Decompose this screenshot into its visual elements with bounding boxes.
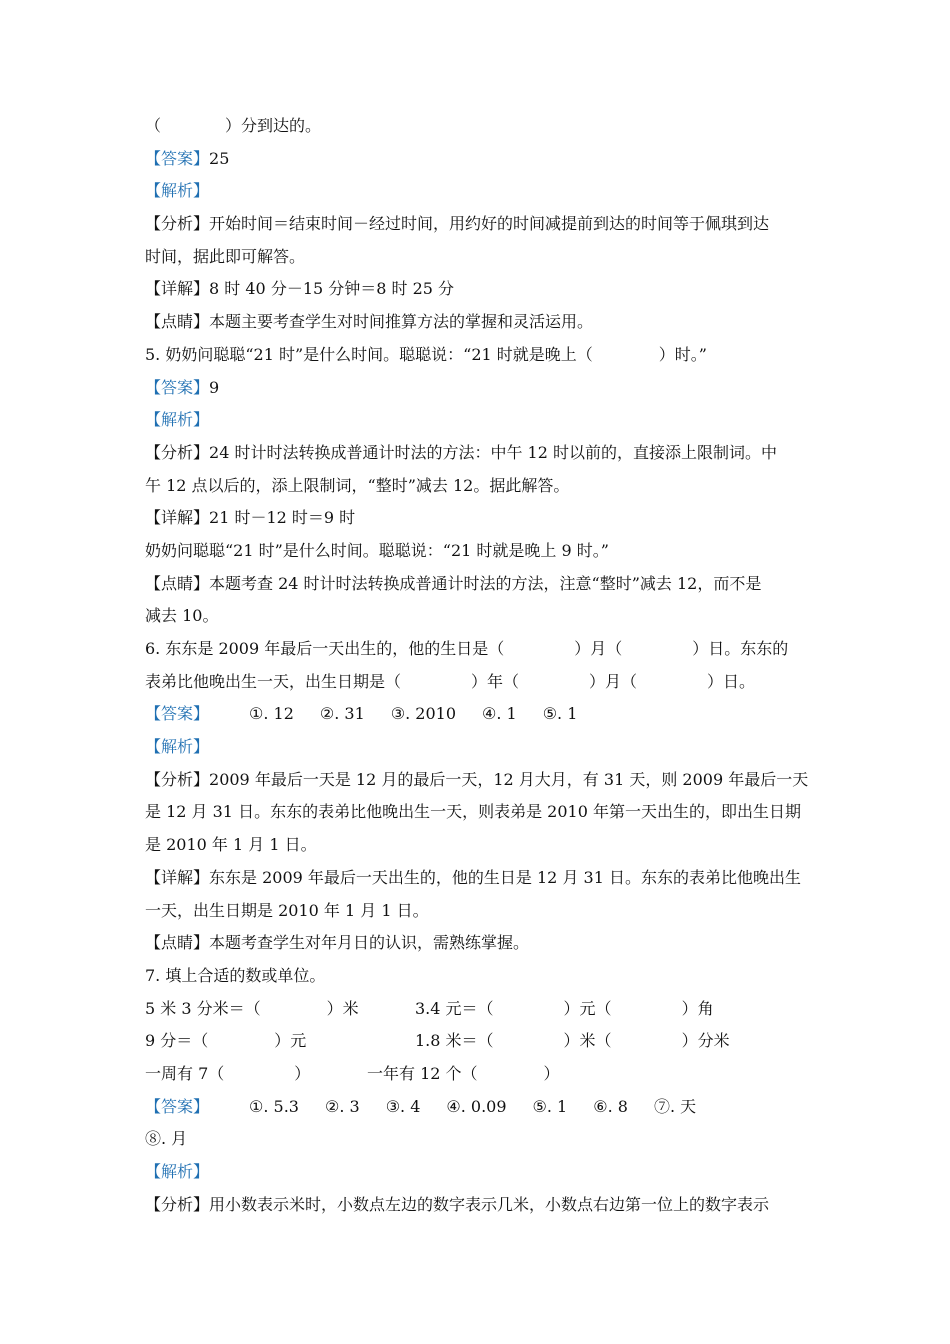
q7-row3-c: 一年有 12 个（ (367, 1063, 478, 1083)
document-page (145, 110, 815, 1221)
xiangjie-text-cont: 奶奶问聪聪“21 时”是什么时间。聪聪说：“21 时就是晚上 9 时。” (145, 540, 609, 560)
fenxi-line-cont (145, 829, 815, 862)
answer-text: 25 (209, 148, 230, 168)
question-7-row-1 (145, 993, 815, 1026)
q7-row3-d: ） (543, 1063, 560, 1083)
q7-row2-d: ）米（ (563, 1031, 612, 1051)
question-5-text: 5. 奶奶问聪聪“21 时”是什么时间。聪聪说：“21 时就是晚上（ (145, 344, 593, 364)
answer-line (145, 1091, 815, 1124)
fenxi-tag: 【分析】 (145, 214, 210, 234)
xiangjie-text: 21 时－12 时＝9 时 (209, 508, 356, 528)
answer-tag: 【答案】 (145, 1096, 210, 1116)
q7-row1-e: ）角 (681, 998, 714, 1018)
dianjing-line (145, 927, 815, 960)
answer-item: ⑧. 月 (145, 1129, 188, 1149)
answer-item: ②. 3 (324, 1096, 360, 1116)
analysis-heading (145, 731, 815, 764)
answer-item: ③. 4 (385, 1096, 421, 1116)
fenxi-tag: 【分析】 (145, 1194, 210, 1214)
fenxi-line (145, 437, 815, 470)
answer-line (145, 372, 815, 405)
q7-row2-c: 1.8 米＝（ (415, 1031, 494, 1051)
fenxi-tag: 【分析】 (145, 442, 210, 462)
fenxi-text: 用小数表示米时，小数点左边的数字表示几米，小数点右边第一位上的数字表示 (209, 1194, 770, 1214)
question-6-text-c: ）日。东东的 (692, 639, 789, 658)
fenxi-line (145, 208, 815, 241)
q7-row1-b: ）米 (326, 998, 359, 1018)
line-1-text: ）分到达的。 (225, 116, 322, 135)
analysis-tag: 【解析】 (145, 737, 210, 757)
fenxi-line (145, 764, 815, 797)
xiangjie-text: 8 时 40 分－15 分钟＝8 时 25 分 (209, 279, 455, 299)
fenxi-tag: 【分析】 (145, 769, 210, 789)
q7-row3-a: 一周有 7（ (145, 1063, 225, 1083)
question-6-text: 6. 东东是 2009 年最后一天出生的，他的生日是（ (145, 639, 505, 658)
answer-item: ②. 31 (319, 704, 365, 724)
question-7-text: 7. 填上合适的数或单位。 (145, 965, 326, 985)
xiangjie-tag: 【详解】 (145, 508, 210, 528)
question-7-row-3 (145, 1058, 815, 1091)
dianjing-line (145, 568, 815, 601)
answer-item: ⑤. 1 (542, 704, 578, 724)
dianjing-tag: 【点睛】 (145, 933, 210, 953)
xiangjie-line (145, 502, 815, 535)
xiangjie-text: 东东是 2009 年最后一天出生的，他的生日是 12 月 31 日。东东的表弟比他晚出生 (209, 867, 801, 887)
xiangjie-tag: 【详解】 (145, 867, 210, 887)
fenxi-text-cont: 是 12 月 31 日。东东的表弟比他晚出生一天，则表弟是 2010 年第一天出生的，即出生日期 (145, 802, 801, 822)
xiangjie-tag: 【详解】 (145, 279, 210, 299)
question-5-text-end: ）时。” (658, 344, 707, 364)
answer-line (145, 698, 815, 731)
dianjing-text: 本题考查学生对年月日的认识，需熟练掌握。 (209, 933, 530, 953)
answer-item: ①. 12 (249, 704, 294, 724)
question-6 (145, 633, 815, 666)
xiangjie-line (145, 273, 815, 306)
answer-line (145, 143, 815, 176)
answer-item: ①. 5.3 (249, 1096, 299, 1116)
fenxi-text-cont: 是 2010 年 1 月 1 日。 (145, 835, 317, 855)
fenxi-line-cont (145, 241, 815, 274)
answer-item: ③. 2010 (390, 704, 456, 724)
question-6-cont (145, 666, 815, 699)
question-7 (145, 960, 815, 993)
answer-text: 9 (209, 377, 220, 397)
analysis-heading (145, 404, 815, 437)
fenxi-text: 24 时计时法转换成普通计时法的方法：中午 12 时以前的，直接添上限制词。中 (209, 442, 777, 462)
question-6-cont-a: 表弟比他晚出生一天，出生日期是（ (145, 671, 402, 691)
analysis-heading (145, 1156, 815, 1189)
question-6-cont-c: ）月（ (589, 671, 638, 691)
fenxi-text: 2009 年最后一天是 12 月的最后一天，12 月大月，有 31 天，则 2009 年最后一天 (209, 769, 809, 789)
answer-line-cont (145, 1123, 815, 1156)
q7-row3-b: ） (294, 1063, 311, 1083)
fenxi-text: 开始时间＝结束时间－经过时间，用约好的时间减提前到达的时间等于佩琪到达 (209, 214, 770, 234)
answer-item: ④. 0.09 (446, 1096, 507, 1116)
answer-item: ⑦. 天 (653, 1096, 697, 1116)
question-6-cont-b: ）年（ (471, 671, 520, 691)
xiangjie-line-cont (145, 535, 815, 568)
question-5 (145, 339, 815, 372)
fenxi-line-cont (145, 796, 815, 829)
answer-tag: 【答案】 (145, 704, 210, 724)
dianjing-line (145, 306, 815, 339)
answer-item: ④. 1 (482, 704, 517, 724)
question-7-row-2 (145, 1025, 815, 1058)
xiangjie-text-cont: 一天，出生日期是 2010 年 1 月 1 日。 (145, 900, 429, 920)
q7-row2-b: ）元 (274, 1031, 307, 1051)
answer-item: ⑥. 8 (593, 1096, 628, 1116)
question-6-text-b: ）月（ (574, 639, 623, 658)
q7-row1-c: 3.4 元＝（ (415, 998, 494, 1018)
dianjing-tag: 【点睛】 (145, 312, 210, 332)
analysis-tag: 【解析】 (145, 410, 210, 430)
dianjing-line-cont (145, 600, 815, 633)
xiangjie-line (145, 862, 815, 895)
analysis-tag: 【解析】 (145, 1162, 210, 1181)
fenxi-text-cont: 时间，据此即可解答。 (145, 246, 306, 266)
line-1 (145, 110, 815, 143)
question-6-cont-d: ）日。 (707, 671, 756, 691)
analysis-tag: 【解析】 (145, 181, 210, 201)
q7-row2-e: ）分米 (681, 1031, 730, 1051)
q7-row2-a: 9 分＝（ (145, 1031, 209, 1051)
dianjing-tag: 【点睛】 (145, 573, 210, 593)
answer-tag: 【答案】 (145, 377, 210, 397)
q7-row1-a: 5 米 3 分米＝（ (145, 998, 261, 1018)
analysis-heading (145, 175, 815, 208)
paren-open: （ (145, 116, 162, 135)
answer-item: ⑤. 1 (532, 1096, 568, 1116)
dianjing-text-cont: 减去 10。 (145, 606, 219, 626)
fenxi-line (145, 1189, 815, 1222)
answer-tag: 【答案】 (145, 148, 210, 168)
dianjing-text: 本题考查 24 时计时法转换成普通计时法的方法，注意“整时”减去 12，而不是 (209, 573, 762, 593)
q7-row1-d: ）元（ (563, 998, 612, 1018)
dianjing-text: 本题主要考查学生对时间推算方法的掌握和灵活运用。 (209, 312, 594, 332)
xiangjie-line-cont (145, 895, 815, 928)
fenxi-text-cont: 午 12 点以后的，添上限制词，“整时”减去 12。据此解答。 (145, 475, 570, 495)
fenxi-line-cont (145, 470, 815, 503)
